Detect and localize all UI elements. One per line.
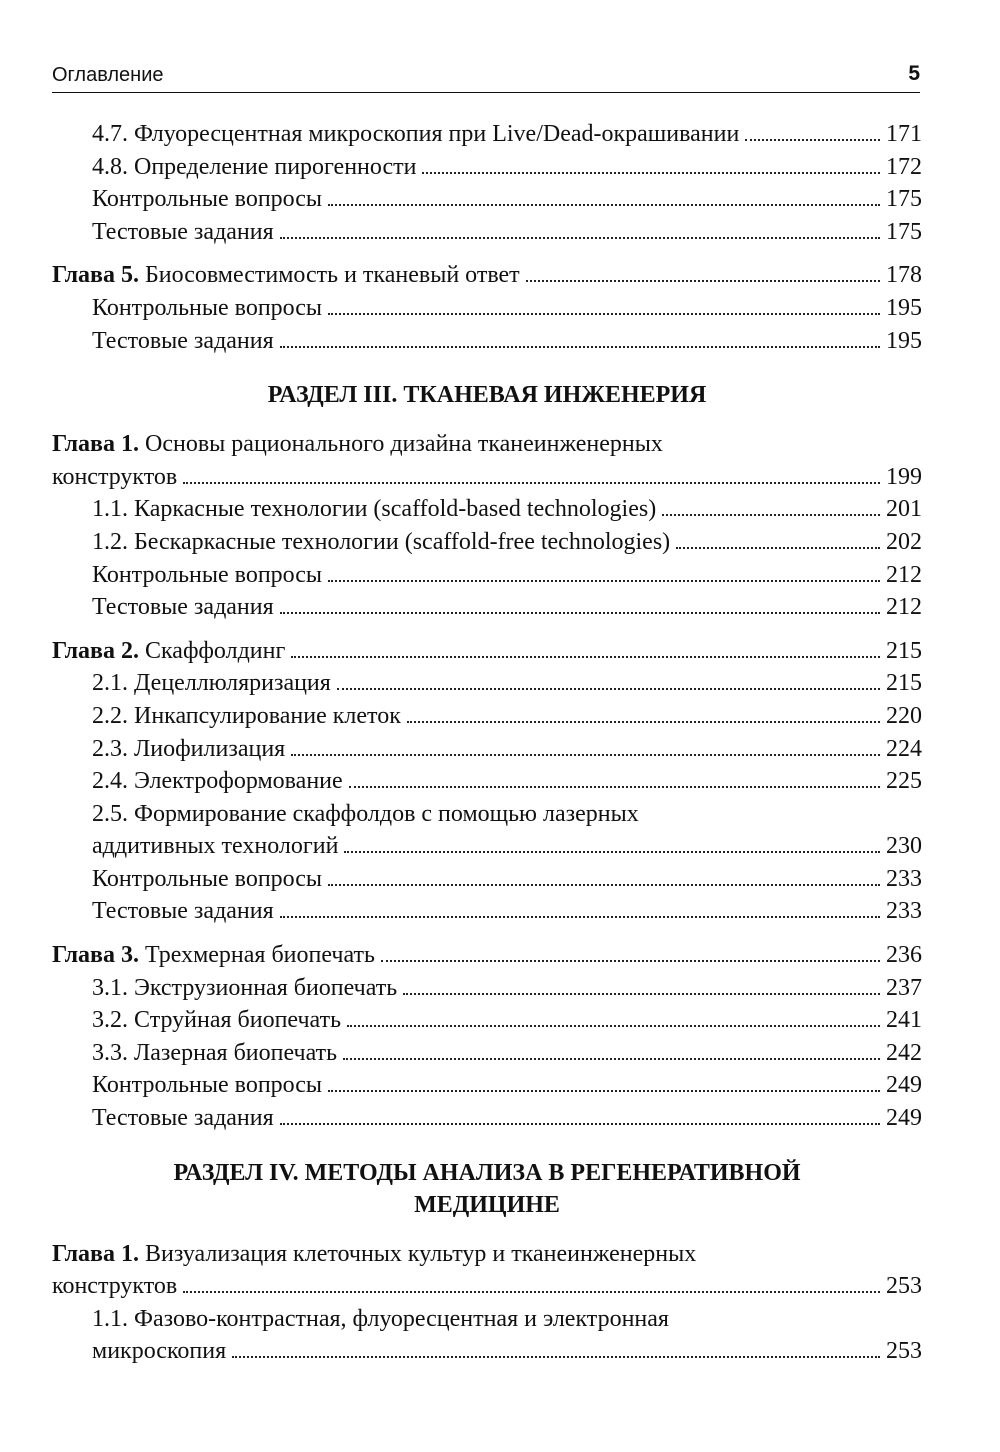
dot-leader — [337, 688, 880, 690]
toc-entry[interactable] — [52, 1037, 922, 1070]
toc-entry-text: Тестовые задания — [92, 594, 274, 621]
chapter-label: Глава 3. — [52, 942, 139, 969]
dot-leader — [183, 482, 880, 484]
toc-chapter-entry[interactable] — [52, 635, 922, 668]
dot-leader — [422, 172, 880, 174]
toc-entry-page: 233 — [886, 898, 922, 925]
dot-leader — [328, 580, 880, 582]
chapter-title-continued: конструктов — [52, 463, 178, 490]
toc-entry-text-continued: аддитивных технологий — [92, 833, 339, 860]
dot-leader — [280, 1123, 880, 1125]
toc-entry[interactable] — [52, 1102, 922, 1135]
toc-entry-page: 178 — [886, 262, 922, 289]
toc-entry-line[interactable] — [52, 1303, 922, 1336]
toc-entry-text-continued: микроскопия — [92, 1338, 227, 1365]
toc-entry-page: 172 — [886, 153, 922, 180]
toc-entry[interactable] — [52, 1335, 922, 1368]
toc-entry[interactable] — [52, 526, 922, 559]
page-number: 5 — [908, 62, 920, 85]
toc-entry-text: 3.3. Лазерная биопечать — [92, 1039, 338, 1066]
toc-entry-text: 3.1. Экструзионная биопечать — [92, 974, 398, 1001]
chapter-label: Глава 2. — [52, 637, 139, 664]
toc-entry-text: 2.3. Лиофилизация — [92, 735, 286, 762]
toc-entry[interactable] — [52, 1069, 922, 1102]
toc-entry[interactable] — [52, 830, 922, 863]
dot-leader — [343, 1058, 880, 1060]
toc-entry-page: 171 — [886, 121, 922, 147]
toc-entry-page: 230 — [886, 833, 922, 860]
toc-entry-text: 1.1. Каркасные технологии (scaffold-based technologies) — [92, 496, 657, 523]
toc-entry-text: Контрольные вопросы — [92, 186, 323, 213]
toc-chapter-entry[interactable] — [52, 1270, 922, 1303]
dot-leader — [232, 1356, 880, 1358]
toc-entry-page: 237 — [886, 974, 922, 1001]
dot-leader — [291, 754, 880, 756]
toc-chapter-text — [52, 259, 520, 292]
chapter-title: Основы рационального дизайна тканеинженерных — [145, 431, 663, 458]
spacer — [52, 624, 922, 635]
toc-entry[interactable] — [52, 216, 922, 249]
dot-leader — [280, 346, 880, 348]
toc-entry[interactable] — [52, 863, 922, 896]
chapter-label: Глава 1. — [52, 431, 139, 458]
dot-leader — [407, 721, 880, 723]
toc-entry[interactable] — [52, 151, 922, 184]
dot-leader — [280, 916, 880, 918]
toc-entry[interactable] — [52, 1004, 922, 1037]
toc-entry[interactable] — [52, 493, 922, 526]
toc-entry[interactable] — [52, 325, 922, 358]
section-title: РАЗДЕЛ IV. МЕТОДЫ АНАЛИЗА В РЕГЕНЕРАТИВНОЙ — [173, 1159, 801, 1186]
toc-entry-page: 175 — [886, 186, 922, 213]
dot-leader — [328, 884, 880, 886]
toc-entry-page: 224 — [886, 735, 922, 762]
chapter-title: Трехмерная биопечать — [145, 942, 375, 969]
toc-entry-text: Тестовые задания — [92, 1105, 274, 1132]
toc-entry-text: 4.7. Флуоресцентная микроскопия при Live/Dead-окрашивании — [92, 121, 740, 147]
dot-leader — [381, 960, 880, 962]
toc-entry-text: Тестовые задания — [92, 898, 274, 925]
dot-leader — [280, 612, 880, 614]
toc-chapter-entry[interactable] — [52, 461, 922, 494]
toc-entry-page: 236 — [886, 942, 922, 969]
section-heading — [52, 379, 922, 411]
toc-chapter-title-line[interactable] — [52, 428, 922, 461]
section-title-continued: МЕДИЦИНЕ — [414, 1191, 560, 1218]
toc-entry-text: Тестовые задания — [92, 327, 274, 354]
toc-entry-page: 212 — [886, 561, 922, 588]
chapter-title-continued: конструктов — [52, 1273, 178, 1300]
toc-entry-text: 2.1. Децеллюляризация — [92, 670, 331, 697]
toc-entry-text: 1.1. Фазово-контрастная, флуоресцентная и электронная — [92, 1305, 669, 1332]
spacer — [52, 928, 922, 939]
toc-entry-page: 253 — [886, 1338, 922, 1365]
chapter-title: Скаффолдинг — [145, 637, 286, 664]
toc-entry-text: 3.2. Струйная биопечать — [92, 1007, 342, 1034]
toc-entry-page: 241 — [886, 1007, 922, 1034]
toc-entry[interactable] — [52, 765, 922, 798]
toc-entry-page: 195 — [886, 327, 922, 354]
toc-entry-page: 225 — [886, 768, 922, 795]
toc-entry-page: 201 — [886, 496, 922, 523]
section-title: РАЗДЕЛ III. ТКАНЕВАЯ ИНЖЕНЕРИЯ — [267, 382, 707, 409]
running-head — [52, 58, 920, 93]
dot-leader — [291, 656, 880, 658]
toc-entry[interactable] — [52, 972, 922, 1005]
toc-entry[interactable] — [52, 292, 922, 325]
dot-leader — [745, 139, 880, 141]
dot-leader — [183, 1291, 880, 1293]
toc-entry-page: 249 — [886, 1105, 922, 1132]
dot-leader — [328, 1090, 880, 1092]
dot-leader — [280, 237, 880, 239]
dot-leader — [347, 1025, 880, 1027]
toc-entry-page: 199 — [886, 463, 922, 490]
toc-entry[interactable] — [52, 118, 922, 151]
toc-entry-page: 212 — [886, 594, 922, 621]
toc-entry[interactable] — [52, 559, 922, 592]
toc-entry[interactable] — [52, 733, 922, 766]
toc-entry-text: 2.4. Электроформование — [92, 768, 343, 795]
toc-entry-page: 215 — [886, 670, 922, 697]
toc-entry-text: 4.8. Определение пирогенности — [92, 153, 417, 180]
toc-chapter-text — [52, 939, 375, 972]
toc-entry[interactable] — [52, 183, 922, 216]
chapter-label: Глава 1. — [52, 1240, 139, 1267]
toc-entry-text: Контрольные вопросы — [92, 294, 323, 321]
toc-entry-text: Контрольные вопросы — [92, 865, 323, 892]
chapter-title: Биосовместимость и тканевый ответ — [145, 262, 520, 289]
toc-entry-text: 2.2. Инкапсулирование клеток — [92, 702, 401, 729]
toc-entry-page: 202 — [886, 528, 922, 555]
toc-entry-page: 195 — [886, 294, 922, 321]
toc-entry-text: Тестовые задания — [92, 218, 274, 245]
chapter-title: Визуализация клеточных культур и тканеинженерных — [145, 1240, 697, 1267]
dot-leader — [344, 851, 880, 853]
toc-entry-text: 2.5. Формирование скаффолдов с помощью лазерных — [92, 800, 639, 827]
chapter-label: Глава 5. — [52, 262, 139, 289]
section-heading — [52, 1157, 922, 1221]
toc-entry-line[interactable] — [52, 798, 922, 831]
dot-leader — [349, 786, 880, 788]
toc-entry-page: 220 — [886, 702, 922, 729]
toc-entry[interactable] — [52, 700, 922, 733]
toc-entry-page: 215 — [886, 637, 922, 664]
toc-entry-page: 233 — [886, 865, 922, 892]
toc-chapter-text — [52, 635, 285, 668]
toc-chapter-entry[interactable] — [52, 259, 922, 292]
toc-chapter-title-line[interactable] — [52, 1238, 922, 1271]
toc-entry-text: 1.2. Бескаркасные технологии (scaffold-free technologies) — [92, 528, 671, 555]
toc-entry[interactable] — [52, 591, 922, 624]
toc-entry-page: 242 — [886, 1039, 922, 1066]
toc-entry-text: Контрольные вопросы — [92, 1072, 323, 1099]
toc-entry-page: 175 — [886, 218, 922, 245]
dot-leader — [662, 514, 880, 516]
toc-entry-page: 249 — [886, 1072, 922, 1099]
dot-leader — [526, 280, 880, 282]
dot-leader — [328, 204, 880, 206]
table-of-contents — [52, 118, 922, 1368]
toc-entry[interactable] — [52, 667, 922, 700]
running-head-title: Оглавление — [52, 64, 164, 86]
spacer — [52, 248, 922, 259]
dot-leader — [328, 313, 880, 315]
toc-entry-page: 253 — [886, 1273, 922, 1300]
toc-entry-text: Контрольные вопросы — [92, 561, 323, 588]
dot-leader — [676, 547, 880, 549]
toc-chapter-entry[interactable] — [52, 939, 922, 972]
toc-entry[interactable] — [52, 895, 922, 928]
dot-leader — [403, 993, 880, 995]
